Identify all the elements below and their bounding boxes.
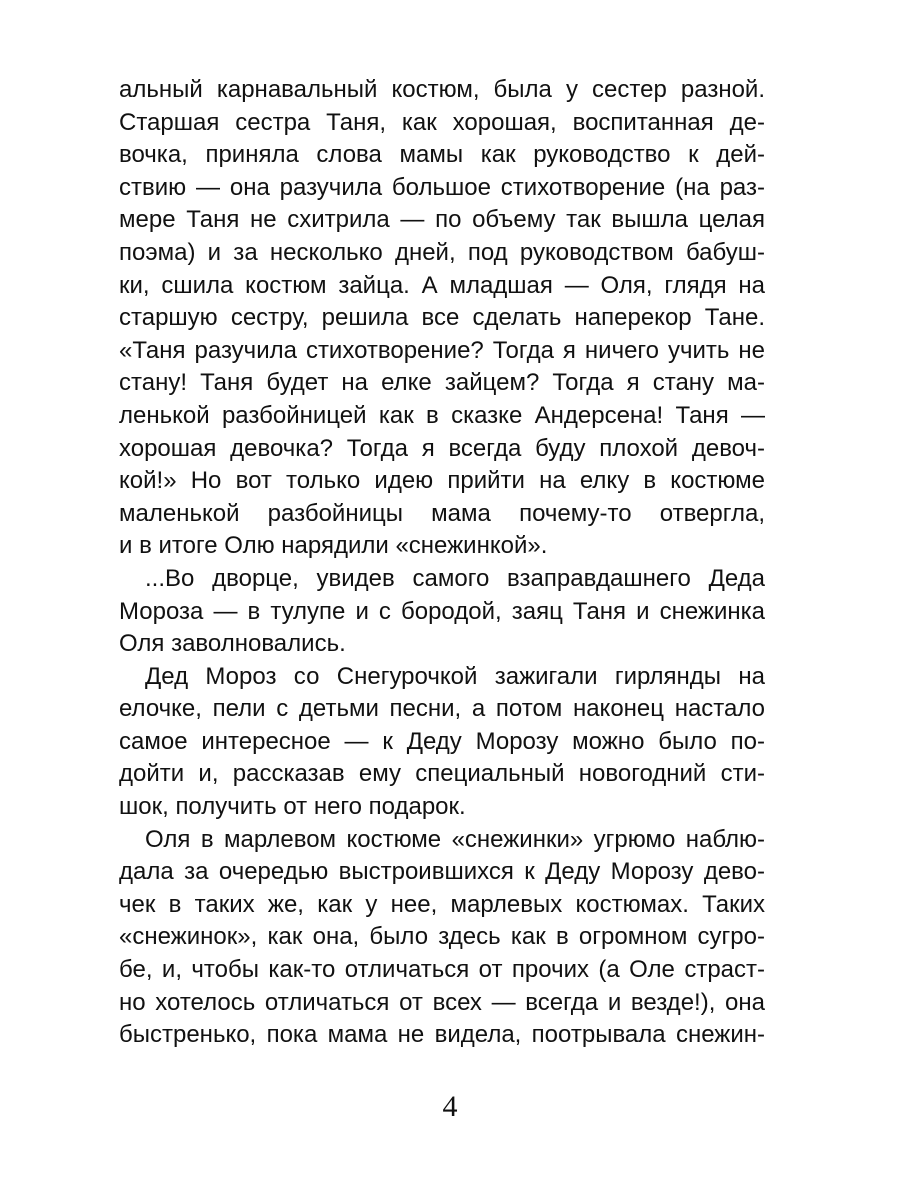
text-line-27: «снежинок», как она, было здесь как в огромном сугро- — [119, 923, 765, 951]
text-line-22: дойти и, рассказав ему специальный новогодний сти- — [119, 760, 765, 788]
text-line-10: стану! Таня будет на елке зайцем? Тогда я стану ма- — [119, 369, 765, 397]
text-line-8: старшую сестру, решила все сделать наперекор Тане. — [119, 304, 765, 332]
text-line-6: поэма) и за несколько дней, под руководством бабуш- — [119, 238, 765, 266]
page-body-text — [119, 74, 765, 1052]
text-line-19: Дед Мороз со Снегурочкой зажигали гирлянды на — [145, 662, 765, 690]
text-line-17: Мороза — в тулупе и с бородой, заяц Таня и снежинка — [119, 597, 765, 625]
text-line-16: ...Во дворце, увидев самого взаправдашнего Деда — [145, 564, 765, 592]
text-line-20: елочке, пели с детьми песни, а потом наконец настало — [119, 695, 765, 723]
text-line-5: мере Таня не схитрила — по объему так вышла целая — [119, 206, 765, 234]
text-line-21: самое интересное — к Деду Морозу можно было по- — [119, 727, 765, 755]
text-line-11: ленькой разбойницей как в сказке Андерсена! Таня — — [119, 401, 765, 429]
text-line-13: кой!» Но вот только идею прийти на елку в костюме — [119, 467, 765, 495]
text-line-9: «Таня разучила стихотворение? Тогда я ничего учить не — [119, 336, 765, 364]
text-line-23: шок, получить от него подарок. — [119, 793, 466, 821]
text-line-18: Оля заволновались. — [119, 630, 346, 658]
text-line-2: Старшая сестра Таня, как хорошая, воспитанная де- — [119, 108, 765, 136]
text-line-25: дала за очередью выстроившихся к Деду Морозу дево- — [119, 858, 765, 886]
text-line-30: быстренько, пока мама не видела, поотрывала снежин- — [119, 1021, 765, 1049]
text-line-28: бе, и, чтобы как-то отличаться от прочих (а Оле страст- — [119, 956, 765, 984]
text-line-12: хорошая девочка? Тогда я всегда буду плохой девоч- — [119, 434, 765, 462]
text-line-4: ствию — она разучила большое стихотворение (на раз- — [119, 173, 765, 201]
text-line-15: и в итоге Олю нарядили «снежинкой». — [119, 532, 548, 560]
text-line-24: Оля в марлевом костюме «снежинки» угрюмо наблю- — [145, 825, 765, 853]
text-line-14: маленькой разбойницы мама почему-то отвергла, — [119, 499, 765, 527]
text-line-1: альный карнавальный костюм, была у сестер разной. — [119, 76, 765, 103]
text-line-7: ки, сшила костюм зайца. А младшая — Оля, глядя на — [119, 271, 765, 299]
page-number: 4 — [442, 1090, 458, 1123]
text-line-3: вочка, приняла слова мамы как руководство к дей- — [119, 141, 765, 169]
text-line-26: чек в таких же, как у нее, марлевых костюмах. Таких — [119, 890, 765, 918]
text-line-29: но хотелось отличаться от всех — всегда и везде!), она — [119, 988, 765, 1016]
